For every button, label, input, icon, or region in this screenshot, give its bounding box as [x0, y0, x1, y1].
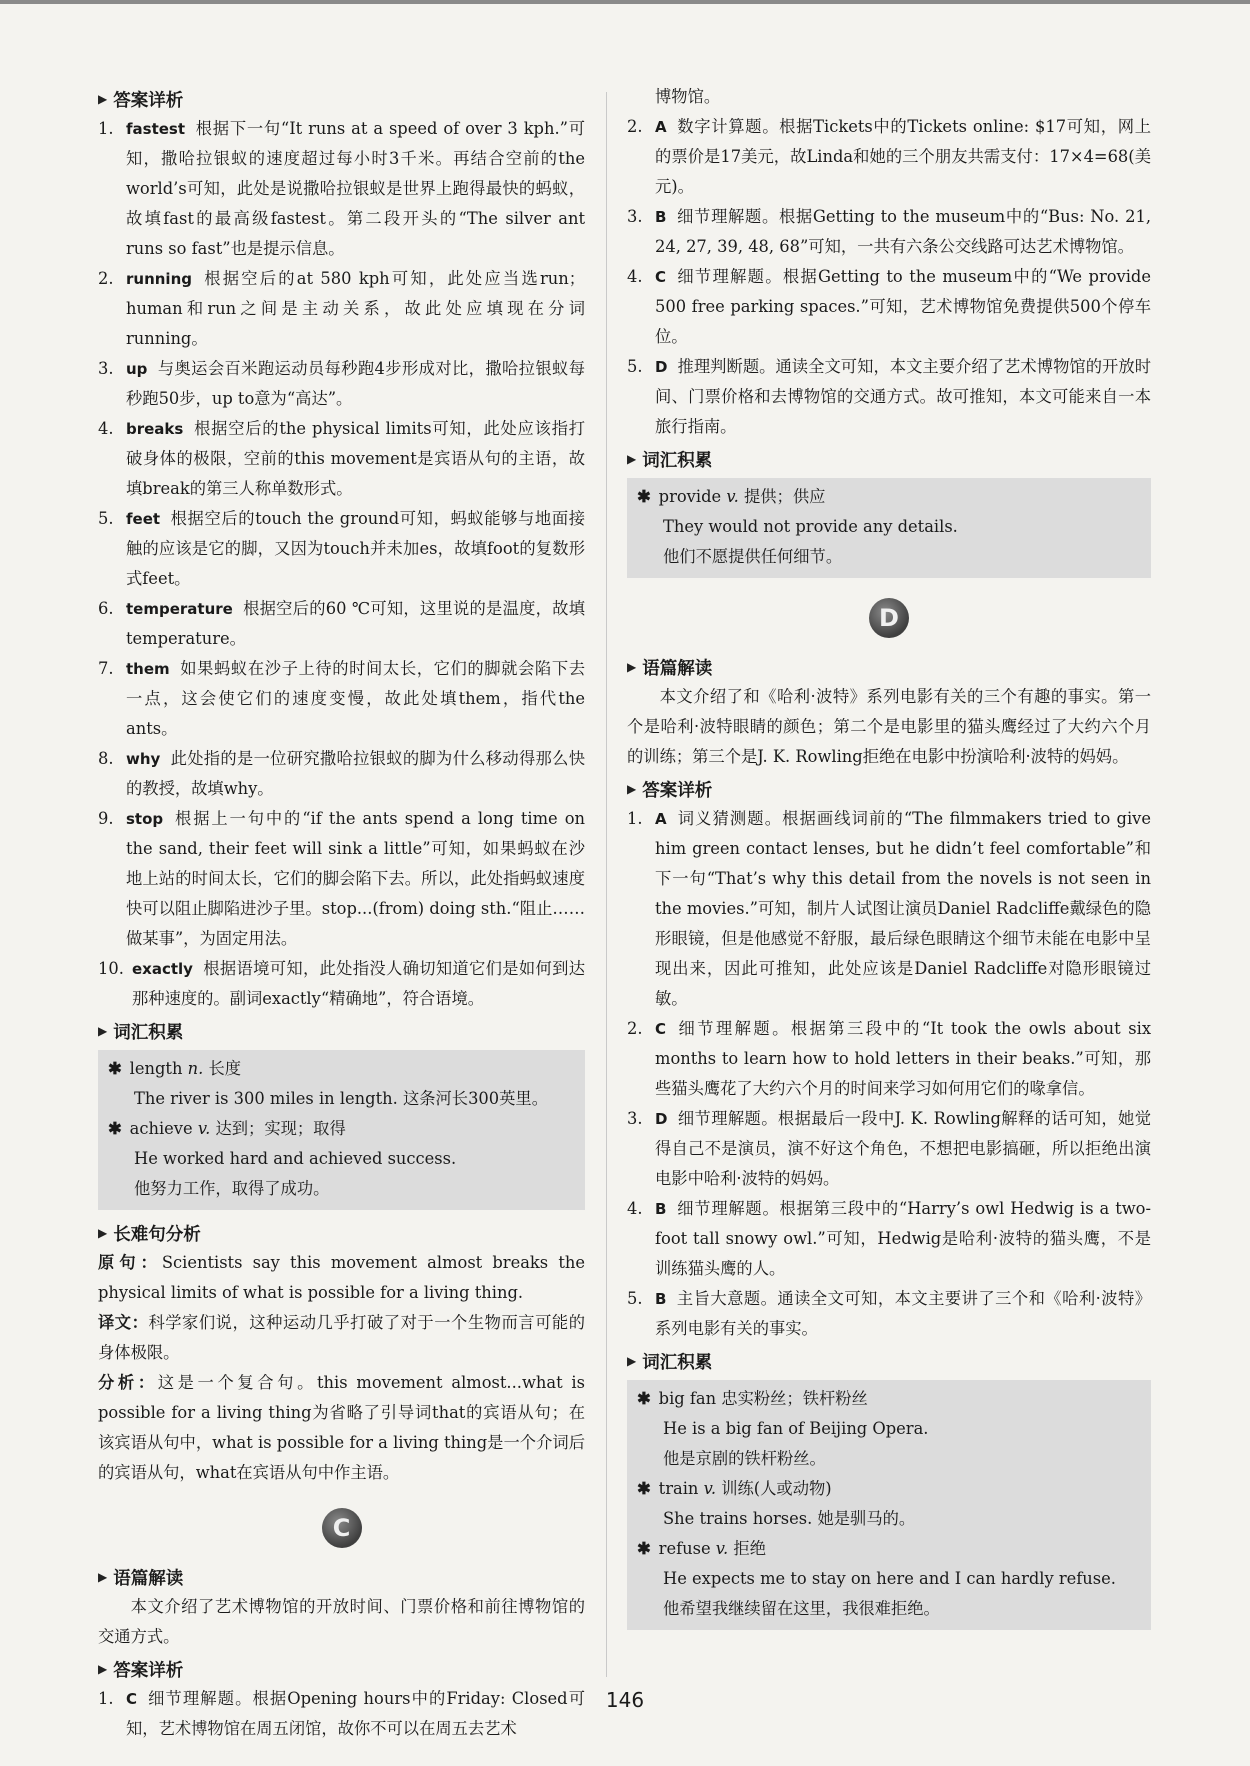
answer-item: 1. C 细节理解题。根据Opening hours中的Friday: Closed可知，艺术博物馆在周五闭馆，故你不可以在周五去艺术	[98, 1689, 585, 1738]
asterisk-icon: ✱	[637, 1389, 651, 1408]
vocab-example: They would not provide any details.	[663, 517, 958, 536]
answer-item: 1. fastest 根据下一句“It runs at a speed of over 3 kph.”可知，撒哈拉银蚁的速度超过每小时3千米。再结合空前的the world’s可知，此处是说撒哈拉银蚁是世界上跑得最快的蚂蚁，故填fast的最高级fastest。第二段开头的“The silver ant runs so fast”也是提示信息。	[98, 119, 585, 258]
answer-item: 9. stop 根据上一句中的“if the ants spend a long time on the sand, their feet will sink a little”可知，如果蚂蚁在沙地上站的时间太长，它们的脚会陷下去。所以，此处指蚂蚁速度快可以阻止脚陷进沙子里。stop...(from) doing sth.“阻止……做某事”，为固定用法。	[98, 809, 585, 948]
answer-item: 3. up 与奥运会百米跑运动员每秒跑4步形成对比，撒哈拉银蚁每秒跑50步，up to意为“高达”。	[98, 359, 585, 408]
answer-item: 2. C 细节理解题。根据第三段中的“It took the owls about six months to learn how to hold letters in their beaks.”可知，那些猫头鹰花了大约六个月的时间来学习如何用它们的喙拿信。	[627, 1019, 1151, 1098]
answer-item: 2. A 数字计算题。根据Tickets中的Tickets online: $17可知，网上的票价是17美元，故Linda和她的三个朋友共需支付：17×4=68(美元)。	[627, 117, 1151, 196]
vocab-example: 他是京剧的铁杆粉丝。	[663, 1449, 826, 1468]
right-column	[627, 82, 1151, 1638]
vocab-example: He is a big fan of Beijing Opera.	[663, 1419, 929, 1438]
section-header: ▶ 语篇解读	[98, 1568, 184, 1589]
section-header: ▶ 词汇积累	[627, 450, 713, 471]
section-header: ▶ 词汇积累	[98, 1022, 184, 1043]
answer-item: 5. B 主旨大意题。通读全文可知，本文主要讲了三个和《哈利·波特》系列电影有关的事实。	[627, 1289, 1151, 1338]
vocab-entry: ✱ provide v. 提供；供应	[637, 487, 826, 506]
vocab-entry: ✱ length n. 长度	[108, 1059, 242, 1078]
answer-item: 10. exactly 根据语境可知，此处指没人确切知道它们是如何到达那种速度的。副词exactly“精确地”，符合语境。	[98, 959, 585, 1008]
section-header: ▶ 长难句分析	[98, 1224, 201, 1245]
answer-item-cont: 博物馆。	[655, 87, 721, 106]
section-header: ▶ 答案详析	[98, 90, 184, 111]
play-arrow-icon: ▶	[627, 1354, 637, 1368]
column-divider	[606, 92, 607, 1677]
vocab-box	[627, 478, 1151, 578]
answer-list-b	[98, 114, 585, 1014]
passage-c-badge: C	[322, 1508, 362, 1548]
section-header: ▶ 答案详析	[98, 1660, 184, 1681]
vocab-entry: ✱ train v. 训练(人或动物)	[637, 1479, 832, 1498]
analysis-original: 原句：Scientists say this movement almost breaks the physical limits of what is possible for a living thing.	[98, 1253, 585, 1302]
asterisk-icon: ✱	[108, 1119, 122, 1138]
page-number: 146	[605, 1688, 645, 1712]
answer-item: 2. running 根据空后的at 580 kph可知，此处应当选run；human和run之间是主动关系，故此处应填现在分词running。	[98, 269, 585, 348]
section-header: ▶ 词汇积累	[627, 1352, 713, 1373]
answer-list-c-cont	[627, 82, 1151, 442]
asterisk-icon: ✱	[637, 1479, 651, 1498]
play-arrow-icon: ▶	[98, 1662, 108, 1676]
vocab-example: 他希望我继续留在这里，我很难拒绝。	[663, 1599, 940, 1618]
play-arrow-icon: ▶	[627, 660, 637, 674]
answer-item: 4. C 细节理解题。根据Getting to the museum中的“We provide 500 free parking spaces.”可知，艺术博物馆免费提供500个停车位。	[627, 267, 1151, 346]
answer-item: 4. B 细节理解题。根据第三段中的“Harry’s owl Hedwig is a two-foot tall snowy owl.”可知，Hedwig是哈利·波特的猫头鹰，不是训练猫头鹰的人。	[627, 1199, 1151, 1278]
vocab-box	[98, 1050, 585, 1210]
analysis-translation: 译文：科学家们说，这种运动几乎打破了对于一个生物而言可能的身体极限。	[98, 1313, 585, 1362]
section-header: ▶ 语篇解读	[627, 658, 713, 679]
vocab-entry: ✱ achieve v. 达到；实现；取得	[108, 1119, 346, 1138]
answer-item: 3. B 细节理解题。根据Getting to the museum中的“Bus: No. 21, 24, 27, 39, 48, 68”可知，一共有六条公交线路可达艺术博物馆。	[627, 207, 1151, 256]
asterisk-icon: ✱	[637, 1539, 651, 1558]
vocab-box	[627, 1380, 1151, 1630]
passage-c-summary: 本文介绍了艺术博物馆的开放时间、门票价格和前往博物馆的交通方式。	[98, 1597, 585, 1646]
passage-d-badge: D	[869, 598, 909, 638]
passage-d-summary: 本文介绍了和《哈利·波特》系列电影有关的三个有趣的事实。第一个是哈利·波特眼睛的颜色；第二个是电影里的猫头鹰经过了大约六个月的训练；第三个是J. K. Rowling拒绝在电影中扮演哈利·波特的妈妈。	[627, 687, 1151, 766]
asterisk-icon: ✱	[637, 487, 651, 506]
top-rule	[0, 0, 1250, 4]
left-column	[98, 82, 585, 1744]
play-arrow-icon: ▶	[98, 1226, 108, 1240]
answer-item: 4. breaks 根据空后的the physical limits可知，此处应该指打破身体的极限，空前的this movement是宾语从句的主语，故填break的第三人称单数形式。	[98, 419, 585, 498]
vocab-example: He worked hard and achieved success.	[134, 1149, 457, 1168]
vocab-example: 他们不愿提供任何细节。	[663, 547, 843, 566]
answer-item: 8. why 此处指的是一位研究撒哈拉银蚁的脚为什么移动得那么快的教授，故填why。	[98, 749, 585, 798]
answer-item: 3. D 细节理解题。根据最后一段中J. K. Rowling解释的话可知，她觉得自己不是演员，演不好这个角色，不想把电影搞砸，所以拒绝出演电影中哈利·波特的妈妈。	[627, 1109, 1151, 1188]
analysis-explanation: 分析：这是一个复合句。this movement almost...what is possible for a living thing为省略了引导词that的宾语从句；在该宾语从句中，what is possible for a living thing是一个介词后的宾语从句，what在宾语从句中作主语。	[98, 1373, 585, 1482]
answer-item: 5. D 推理判断题。通读全文可知，本文主要介绍了艺术博物馆的开放时间、门票价格和去博物馆的交通方式。故可推知，本文可能来自一本旅行指南。	[627, 357, 1151, 436]
asterisk-icon: ✱	[108, 1059, 122, 1078]
answer-item: 1. A 词义猜测题。根据画线词前的“The filmmakers tried to give him green contact lenses, but he didn’t feel comfortable”和下一句“That’s why this detail from the novels is not seen in the movies.”可知，制片人试图让演员Daniel Radcliffe戴绿色的隐形眼镜，但是他感觉不舒服，最后绿色眼睛这个细节未能在电影中呈现出来，因此可推知，此处应该是Daniel Radcliffe对隐形眼镜过敏。	[627, 809, 1151, 1008]
play-arrow-icon: ▶	[627, 782, 637, 796]
answer-item: 6. temperature 根据空后的60 ℃可知，这里说的是温度，故填temperature。	[98, 599, 585, 648]
answer-item: 7. them 如果蚂蚁在沙子上待的时间太长，它们的脚就会陷下去一点，这会使它们的速度变慢，故此处填them，指代the ants。	[98, 659, 585, 738]
vocab-entry: ✱ big fan 忠实粉丝；铁杆粉丝	[637, 1389, 868, 1408]
answer-list-d	[627, 804, 1151, 1344]
vocab-example: 他努力工作，取得了成功。	[134, 1179, 330, 1198]
play-arrow-icon: ▶	[98, 1570, 108, 1584]
vocab-example: He expects me to stay on here and I can hardly refuse.	[663, 1569, 1116, 1588]
vocab-example: The river is 300 miles in length. 这条河长300英里。	[134, 1089, 548, 1108]
vocab-example: She trains horses. 她是驯马的。	[663, 1509, 916, 1528]
play-arrow-icon: ▶	[627, 452, 637, 466]
section-header: ▶ 答案详析	[627, 780, 713, 801]
vocab-entry: ✱ refuse v. 拒绝	[637, 1539, 766, 1558]
play-arrow-icon: ▶	[98, 92, 108, 106]
answer-item: 5. feet 根据空后的touch the ground可知，蚂蚁能够与地面接触的应该是它的脚，又因为touch并未加es，故填foot的复数形式feet。	[98, 509, 585, 588]
play-arrow-icon: ▶	[98, 1024, 108, 1038]
